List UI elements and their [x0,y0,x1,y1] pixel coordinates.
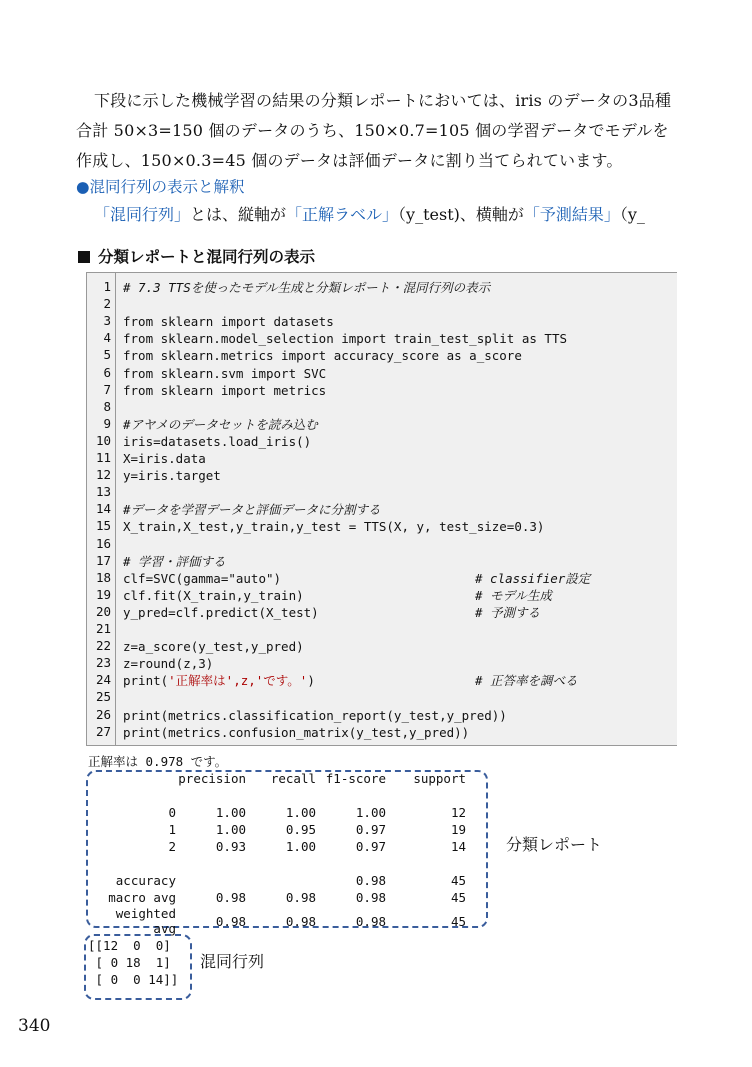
code-line: from sklearn.metrics import accuracy_score as a_score [123,348,522,364]
code-line: y=iris.target [123,468,221,484]
report-cell: 0.98 [215,913,246,929]
report-cell [176,872,246,889]
intro-paragraph: 下段に示した機械学習の結果の分類レポートにおいては、iris のデータの3品種合計 50×3=150 個のデータのうち、150×0.7=105 個の学習データでモデルを作成し、150×0.3=45 個のデータは評価データに割り当てられています。 [76,91,672,170]
report-cell: accuracy [115,873,176,888]
page-number: 340 [18,1016,51,1036]
line-number: 6 [103,364,111,380]
report-summary-row [86,889,466,906]
line-number: 27 [95,723,111,739]
report-cell: 0.98 [355,873,386,888]
line-number: 14 [95,501,111,517]
report-cell: 0.93 [215,839,246,854]
report-cell [176,787,246,804]
report-cell: support [413,771,466,786]
report-cell: 0.97 [355,822,386,837]
square-bullet-icon [78,251,90,263]
report-row [86,821,466,838]
report-cell [176,855,246,872]
code-line: z=round(z,3) [123,656,214,672]
line-number: 18 [95,569,111,585]
report-cell [86,770,176,787]
report-cell: 14 [450,839,466,854]
report-cell [86,787,176,804]
report-cell [246,855,316,872]
term-confusion-matrix: 「混同行列」 [94,205,191,224]
line-number: 5 [103,347,111,363]
text-2: （y_test)、横軸が [398,205,524,224]
report-cell: 1 [168,822,176,837]
report-cell: 45 [450,873,466,888]
line-number: 24 [95,672,111,688]
code-line: from sklearn import metrics [123,382,327,398]
subheading-confusion-matrix: ●混同行列の表示と解釈 [76,178,245,196]
report-header-row [86,770,466,787]
report-cell: recall [270,771,316,786]
report-summary-row [86,906,466,936]
line-number: 1 [103,279,111,294]
report-blank-row [86,855,466,872]
code-line: print(metrics.confusion_matrix(y_test,y_pred)) [123,724,470,740]
line-number: 3 [103,313,111,329]
line-number: 11 [95,450,111,465]
line-number: 20 [95,603,111,619]
section-title-text: 分類レポートと混同行列の表示 [98,248,316,266]
code-line: from sklearn import datasets [123,314,334,330]
report-cell: 0.98 [355,890,386,905]
code-listing [86,272,677,746]
code-line: # 7.3 TTSを使ったモデル生成と分類レポート・混同行列の表示 [123,280,491,295]
report-cell: 19 [450,822,466,837]
code-line: # 学習・評価する [123,553,226,569]
line-number: 4 [103,330,111,346]
report-cell: 1.00 [285,839,316,854]
term-true-label: 「正解ラベル」 [286,205,399,224]
report-cell: 0.97 [355,839,386,854]
line-number: 2 [103,296,111,312]
report-cell: 12 [450,805,466,820]
report-cell: 45 [450,913,466,929]
line-number: 9 [103,415,111,431]
text-3: （y_ [619,205,645,224]
report-cell [316,787,386,804]
line-number: 21 [95,621,111,636]
matrix-row: [[12 0 0] [88,938,171,953]
report-cell: precision [178,771,246,786]
code-line: z=a_score(y_test,y_pred) [123,639,304,655]
code-line: y_pred=clf.predict(X_test) [123,604,319,620]
label-classification-report: 分類レポート [506,835,603,854]
classification-report [86,770,466,936]
report-cell: macro avg [108,890,176,905]
line-number: 26 [95,706,111,722]
report-cell: 1.00 [215,805,246,820]
code-comment: # 正答率を調べる [475,673,578,689]
line-number: 13 [95,484,111,500]
line-number: 16 [95,535,111,551]
code-line: #データを学習データと評価データに分割する [123,502,381,518]
report-cell: 0.95 [285,822,316,837]
report-cell: 0.98 [215,890,246,905]
line-number: 17 [95,552,111,568]
report-blank-row [86,787,466,804]
report-cell [86,855,176,872]
report-cell: 1.00 [215,822,246,837]
code-line: from sklearn.model_selection import train_test_split as TTS [123,331,568,347]
report-cell [316,855,386,872]
report-cell [246,787,316,804]
report-summary-row [86,872,466,889]
report-cell [386,855,466,872]
code-line: #アヤメのデータセットを読み込む [123,416,318,432]
code-comment: # モデル生成 [475,587,552,603]
report-row [86,804,466,821]
code-comment: # classifier設定 [475,570,591,586]
report-row [86,838,466,855]
report-cell: weighted avg [115,906,176,936]
line-number: 15 [95,518,111,534]
line-number: 8 [103,398,111,414]
code-line: from sklearn.svm import SVC [123,365,327,381]
confusion-matrix-output [88,937,178,988]
report-cell: f1-score [325,771,386,786]
code-line: print(metrics.classification_report(y_test,y_pred)) [123,707,507,723]
code-line: print('正解率は',z,'です。') [123,673,315,689]
line-number: 23 [95,655,111,671]
line-number: 10 [95,432,111,448]
code-line: iris=datasets.load_iris() [123,433,312,449]
text-1: とは、縦軸が [190,205,287,224]
code-line: X=iris.data [123,451,206,466]
code-line: clf=SVC(gamma="auto") [123,570,282,586]
report-cell: 45 [450,890,466,905]
code-line: X_train,X_test,y_train,y_test = TTS(X, y, test_size=0.3) [123,519,545,535]
report-cell: 1.00 [355,805,386,820]
line-number: 12 [95,467,111,483]
report-cell [246,872,316,889]
line-number: 22 [95,638,111,654]
line-number: 19 [95,586,111,602]
line-number: 25 [95,689,111,705]
line-number: 7 [103,381,111,397]
report-cell: 1.00 [285,805,316,820]
explanation-paragraph [94,200,694,230]
report-cell: 0.98 [285,913,316,929]
matrix-row: [ 0 18 1] [88,955,171,970]
code-line: clf.fit(X_train,y_train) [123,587,304,603]
report-cell [386,787,466,804]
accuracy-output: 正解率は 0.978 です。 [88,754,228,769]
code-comment: # 予測する [475,604,541,620]
report-cell: 0 [168,805,176,820]
section-title [78,245,315,267]
term-prediction: 「予測結果」 [523,205,620,224]
matrix-row: [ 0 0 14]] [88,972,179,987]
label-confusion-matrix: 混同行列 [200,952,265,971]
report-cell: 0.98 [355,913,386,929]
report-cell: 2 [168,839,176,854]
report-cell: 0.98 [285,890,316,905]
